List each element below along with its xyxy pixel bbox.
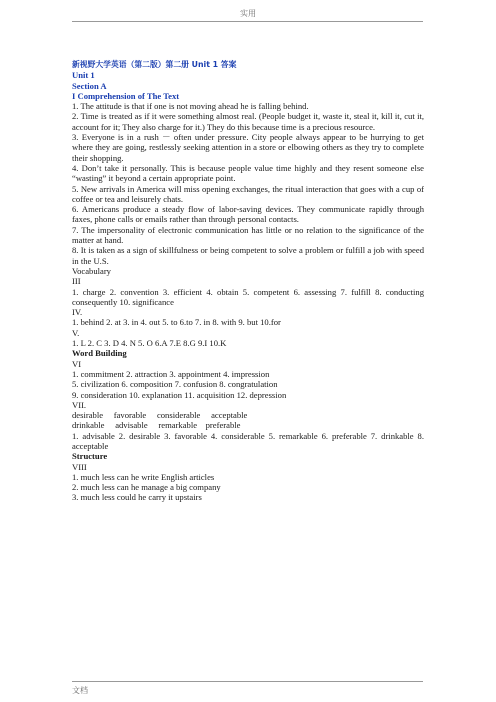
word-building-vi-line: 1. commitment 2. attraction 3. appointment 4. impression [72, 368, 270, 379]
word-building-vii-row: desirable favorable considerable acceptable [72, 410, 248, 421]
structure-viii-line: 3. much less could he carry it upstairs [72, 492, 202, 503]
structure-heading: Structure [72, 451, 108, 462]
comprehension-item: 6. Americans produce a steady flow of labor-saving devices. They communicate rapidly through faxes, phone calls or emails rather than through personal contacts. [72, 204, 424, 225]
word-building-vi-line: 5. civilization 6. composition 7. confusion 8. congratulation [72, 379, 278, 390]
unit-heading: Unit 1 [72, 70, 95, 81]
comprehension-item: 3. Everyone is in a rush － often under pressure. City people always appear to be hurrying to get where they are going, restlessly seeking attention in a store or elbowing others as they try to complete their shopping. [72, 132, 424, 163]
comprehension-item: 8. It is taken as a sign of skillfulness or being competent to solve a problem or fulfill a job with speed in the U.S. [72, 245, 424, 266]
comprehension-item: 2. Time is treated as if it were something almost real. (People budget it, waste it, steal it, kill it, cut it, account for it; They also charge for it.) They do this because time is a precious resource. [72, 111, 424, 132]
exercise-number-vi: VI [72, 358, 82, 369]
document-body [72, 60, 424, 503]
header-divider [72, 21, 423, 22]
vocabulary-iv-answers: 1. behind 2. at 3. in 4. out 5. to 6.to 7. in 8. with 9. but 10.for [72, 317, 281, 328]
vocabulary-heading: Vocabulary [72, 265, 111, 276]
document-title: 新视野大学英语（第二版）第二册 Unit 1 答案 [72, 60, 237, 69]
word-building-vi-line: 9. consideration 10. explanation 11. acquisition 12. depression [72, 389, 287, 400]
vocabulary-iii-answers: 1. charge 2. convention 3. efficient 4. obtain 5. competent 6. assessing 7. fulfill 8. conducting consequently 10. significance [72, 286, 424, 307]
footer-divider [72, 681, 423, 682]
exercise-number-iii: III [72, 276, 81, 287]
comprehension-item: 1. The attitude is that if one is not moving ahead he is falling behind. [72, 101, 309, 112]
page-header-label: 实用 [240, 9, 256, 18]
comprehension-item: 7. The impersonality of electronic communication has little or no relation to the significance of the matter at hand. [72, 224, 424, 246]
structure-viii-line: 2. much less can he manage a big company [72, 482, 221, 493]
section-heading: Section A [72, 80, 107, 91]
comprehension-item: 5. New arrivals in America will miss opening exchanges, the ritual interaction that goes with a cup of coffee or tea and leisurely chats. [72, 183, 424, 204]
page-footer-label: 文档 [72, 686, 88, 695]
exercise-number-v: V. [72, 327, 80, 338]
vocabulary-v-answers: 1. L 2. C 3. D 4. N 5. O 6.A 7.E 8.G 9.I 10.K [72, 338, 227, 349]
word-building-vii-answers: 1. advisable 2. desirable 3. favorable 4. considerable 5. remarkable 6. preferable 7. drinkable 8. acceptable [72, 430, 424, 451]
exercise-number-vii: VII. [72, 399, 87, 410]
exercise-number-viii: VIII [72, 461, 87, 472]
word-building-heading: Word Building [72, 348, 127, 359]
comprehension-item: 4. Don’t take it personally. This is because people value time highly and they resent someone else “wasting” it beyond a certain appropriate point. [72, 162, 424, 184]
comprehension-heading: I Comprehension of The Text [72, 90, 180, 101]
word-building-vii-row: drinkable advisable remarkable preferable [72, 420, 241, 431]
exercise-number-iv: IV. [72, 307, 83, 318]
structure-viii-line: 1. much less can he write English articles [72, 471, 215, 482]
